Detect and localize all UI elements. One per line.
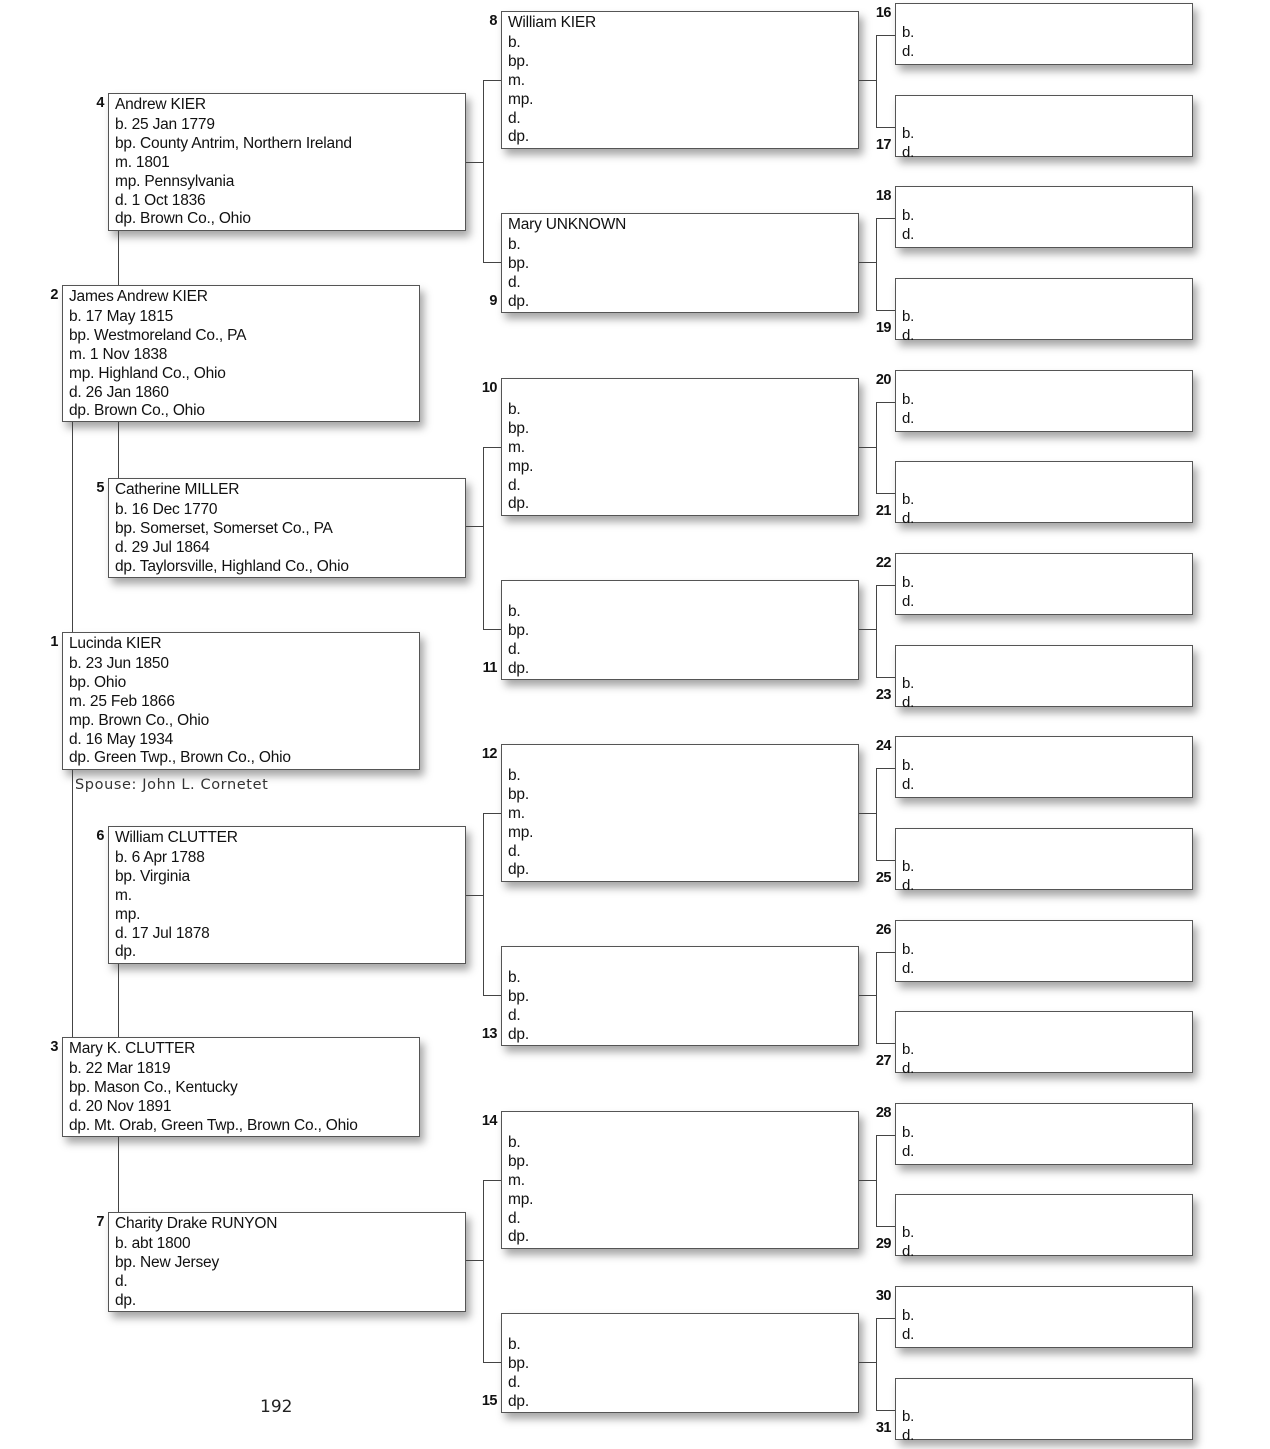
connector-line	[859, 1180, 876, 1181]
person-fact: mp.	[508, 823, 534, 841]
person-box[interactable]	[895, 553, 1193, 615]
person-fact: d.	[902, 876, 915, 894]
person-fact: b.	[902, 207, 915, 224]
person-fact: bp. County Antrim, Northern Ireland	[115, 134, 352, 152]
person-box[interactable]	[895, 1378, 1193, 1444]
person-box[interactable]	[895, 1103, 1193, 1165]
person-box[interactable]	[501, 1111, 859, 1249]
person-fact: d.	[508, 1373, 521, 1391]
person-fact: d.	[902, 592, 915, 610]
ancestor-number: 14	[481, 1113, 497, 1129]
connector-line	[876, 585, 877, 677]
ancestor-number: 20	[875, 372, 891, 388]
connector-line	[876, 768, 895, 769]
person-fact: d.	[508, 476, 521, 494]
person-name: James Andrew KIER	[69, 288, 208, 305]
connector-line	[876, 1318, 895, 1319]
person-box[interactable]	[108, 1212, 466, 1312]
person-fact: b.	[902, 675, 915, 692]
connector-line	[466, 526, 483, 527]
ancestor-number: 22	[875, 555, 891, 571]
connector-line	[859, 447, 876, 448]
person-fact: dp. Taylorsville, Highland Co., Ohio	[115, 557, 349, 575]
person-name: Catherine MILLER	[115, 481, 240, 498]
person-fact: b.	[508, 34, 521, 51]
person-fact: b. 22 Mar 1819	[69, 1060, 171, 1077]
ancestor-number: 2	[50, 287, 58, 303]
person-fact: d.	[902, 959, 915, 977]
person-box[interactable]	[895, 95, 1193, 161]
person-fact: b. abt 1800	[115, 1235, 191, 1252]
person-name	[508, 948, 858, 969]
person-fact: dp.	[115, 1291, 136, 1309]
person-fact: b.	[902, 1041, 915, 1058]
connector-line	[876, 1043, 895, 1044]
ancestor-number: 9	[489, 293, 497, 309]
connector-line	[483, 813, 484, 995]
ancestor-number: 26	[875, 922, 891, 938]
person-fact: b.	[902, 491, 915, 508]
person-fact: d.	[902, 225, 915, 243]
spouse-note: Spouse: John L. Cornetet	[75, 777, 269, 793]
person-fact: d.	[902, 326, 915, 344]
person-fact: dp.	[508, 861, 529, 879]
person-fact: dp.	[508, 292, 529, 310]
connector-line	[876, 35, 895, 36]
ancestor-number: 8	[489, 13, 497, 29]
connector-line	[118, 231, 119, 285]
person-fact: mp.	[508, 1190, 534, 1208]
person-fact: dp. Green Twp., Brown Co., Ohio	[69, 749, 291, 767]
connector-line	[876, 1410, 895, 1411]
person-fact: d.	[902, 1325, 915, 1343]
person-fact: d.	[508, 273, 521, 291]
person-box[interactable]	[895, 645, 1193, 711]
person-fact: d.	[902, 1142, 915, 1160]
ancestor-number: 18	[875, 188, 891, 204]
person-fact: b.	[902, 941, 915, 958]
person-fact: b.	[902, 125, 915, 142]
person-fact: b. 6 Apr 1788	[115, 849, 205, 866]
person-fact: dp.	[508, 495, 529, 513]
ancestor-number: 31	[875, 1420, 891, 1436]
person-fact: d.	[902, 42, 915, 60]
connector-line	[876, 952, 895, 953]
person-fact: d. 29 Jul 1864	[115, 538, 210, 556]
connector-line	[859, 995, 876, 996]
person-box[interactable]	[895, 1286, 1193, 1348]
person-name	[508, 1315, 858, 1336]
person-fact: d.	[902, 693, 915, 711]
person-fact: m.	[508, 71, 525, 89]
ancestor-number: 28	[875, 1105, 891, 1121]
connector-line	[876, 1135, 877, 1226]
person-fact: d.	[508, 1006, 521, 1024]
person-fact: bp. Somerset, Somerset Co., PA	[115, 519, 333, 537]
connector-line	[876, 218, 877, 310]
person-fact: d.	[508, 640, 521, 658]
person-fact: bp.	[508, 52, 529, 70]
person-fact: d.	[902, 1426, 915, 1444]
person-fact: d.	[902, 1059, 915, 1077]
person-fact: mp. Pennsylvania	[115, 172, 235, 190]
connector-line	[876, 860, 895, 861]
connector-line	[876, 1318, 877, 1410]
person-fact: b. 23 Jun 1850	[69, 655, 169, 672]
person-fact: m.	[115, 886, 132, 904]
connector-line	[483, 1362, 501, 1363]
connector-line	[876, 310, 895, 311]
connector-line	[876, 218, 895, 219]
ancestor-number: 1	[50, 634, 58, 650]
ancestor-number: 4	[96, 95, 104, 111]
person-fact: b.	[902, 858, 915, 875]
person-name: Mary UNKNOWN	[508, 216, 627, 233]
person-fact: d.	[902, 509, 915, 527]
connector-line	[72, 422, 73, 632]
person-fact: b.	[508, 401, 521, 418]
person-fact: dp.	[508, 1025, 529, 1043]
person-box[interactable]	[108, 478, 466, 578]
person-box[interactable]	[501, 744, 859, 882]
person-box[interactable]	[895, 1011, 1193, 1077]
connector-line	[483, 1180, 484, 1362]
person-fact: b.	[902, 391, 915, 408]
person-fact: d.	[508, 109, 521, 127]
person-name: William KIER	[508, 14, 597, 31]
connector-line	[118, 964, 119, 1037]
person-fact: dp.	[508, 128, 529, 146]
person-fact: b.	[902, 1124, 915, 1141]
person-fact: mp.	[508, 90, 534, 108]
person-fact: b.	[508, 1336, 521, 1353]
person-fact: bp. Ohio	[69, 673, 126, 691]
person-name: William CLUTTER	[115, 829, 238, 846]
person-fact: b.	[508, 236, 521, 253]
person-fact: mp.	[508, 457, 534, 475]
connector-line	[466, 162, 483, 163]
person-box[interactable]	[62, 632, 420, 770]
ancestor-number: 29	[875, 1236, 891, 1252]
person-fact: d.	[902, 1242, 915, 1260]
connector-line	[876, 35, 877, 127]
person-fact: bp.	[508, 254, 529, 272]
ancestor-number: 16	[875, 5, 891, 21]
connector-line	[118, 422, 119, 478]
person-fact: bp.	[508, 987, 529, 1005]
connector-line	[876, 1135, 895, 1136]
person-fact: dp. Mt. Orab, Green Twp., Brown Co., Ohio	[69, 1116, 358, 1134]
ancestor-number: 17	[875, 137, 891, 153]
person-box[interactable]	[895, 278, 1193, 344]
person-name: Lucinda KIER	[69, 635, 162, 652]
person-name	[508, 1113, 858, 1134]
person-fact: d. 1 Oct 1836	[115, 191, 206, 209]
connector-line	[876, 952, 877, 1043]
person-fact: bp.	[508, 621, 529, 639]
person-box[interactable]	[895, 186, 1193, 248]
person-box[interactable]	[501, 378, 859, 516]
connector-line	[483, 80, 484, 262]
connector-line	[483, 80, 501, 81]
person-box[interactable]	[501, 213, 859, 313]
ancestor-number: 7	[96, 1214, 104, 1230]
connector-line	[466, 1260, 483, 1261]
connector-line	[876, 585, 895, 586]
person-name: Andrew KIER	[115, 96, 206, 113]
person-fact: bp. New Jersey	[115, 1253, 220, 1271]
connector-line	[876, 402, 877, 493]
person-fact: d. 17 Jul 1878	[115, 924, 210, 942]
person-fact: m.	[508, 804, 525, 822]
person-fact: b. 16 Dec 1770	[115, 501, 218, 518]
ancestor-number: 13	[481, 1026, 497, 1042]
person-box[interactable]	[501, 11, 859, 149]
person-fact: bp.	[508, 1354, 529, 1372]
connector-line	[483, 813, 501, 814]
connector-line	[483, 262, 501, 263]
connector-line	[859, 1362, 876, 1363]
person-fact: d. 16 May 1934	[69, 730, 174, 748]
person-fact: mp. Highland Co., Ohio	[69, 364, 226, 382]
ancestor-number: 21	[875, 503, 891, 519]
person-box[interactable]	[895, 461, 1193, 527]
person-box[interactable]	[108, 826, 466, 964]
person-fact: b. 17 May 1815	[69, 308, 174, 325]
person-box[interactable]	[895, 736, 1193, 798]
ancestor-number: 11	[482, 660, 497, 676]
person-fact: bp. Westmoreland Co., PA	[69, 326, 247, 344]
ancestor-number: 27	[875, 1053, 891, 1069]
person-name: Charity Drake RUNYON	[115, 1215, 278, 1232]
connector-line	[72, 770, 73, 1037]
connector-line	[876, 768, 877, 860]
person-name: Mary K. CLUTTER	[69, 1040, 196, 1057]
person-fact: b. 25 Jan 1779	[115, 116, 215, 133]
page-number: 192	[260, 1397, 293, 1417]
connector-line	[876, 402, 895, 403]
connector-line	[876, 677, 895, 678]
connector-line	[859, 262, 876, 263]
ancestor-number: 25	[875, 870, 891, 886]
connector-line	[483, 447, 501, 448]
ancestor-number: 15	[481, 1393, 497, 1409]
person-fact: dp.	[508, 1392, 529, 1410]
connector-line	[483, 447, 484, 629]
person-box[interactable]	[895, 3, 1193, 65]
person-fact: bp.	[508, 1152, 529, 1170]
ancestor-number: 10	[481, 380, 497, 396]
person-fact: dp.	[115, 943, 136, 961]
person-fact: mp. Brown Co., Ohio	[69, 711, 210, 729]
person-fact: mp.	[115, 905, 141, 923]
connector-line	[859, 813, 876, 814]
person-fact: d.	[508, 1209, 521, 1227]
connector-line	[876, 127, 895, 128]
person-fact: m. 1801	[115, 153, 170, 171]
person-box[interactable]	[895, 370, 1193, 432]
ancestor-number: 24	[875, 738, 891, 754]
person-fact: m.	[508, 438, 525, 456]
ancestor-number: 23	[875, 687, 891, 703]
connector-line	[859, 629, 876, 630]
person-fact: b.	[902, 1307, 915, 1324]
person-fact: d.	[902, 775, 915, 793]
person-box[interactable]	[62, 285, 420, 422]
person-fact: dp.	[508, 1228, 529, 1246]
connector-line	[859, 80, 876, 81]
person-fact: m. 1 Nov 1838	[69, 345, 168, 363]
person-fact: d. 20 Nov 1891	[69, 1097, 172, 1115]
connector-line	[466, 895, 483, 896]
connector-line	[483, 629, 501, 630]
person-fact: b.	[902, 757, 915, 774]
person-box[interactable]	[501, 1313, 859, 1413]
person-fact: b.	[508, 767, 521, 784]
person-fact: b.	[902, 308, 915, 325]
person-box[interactable]	[108, 93, 466, 231]
person-fact: dp. Brown Co., Ohio	[69, 402, 205, 420]
person-fact: dp. Brown Co., Ohio	[115, 210, 251, 228]
person-name	[508, 380, 858, 401]
connector-line	[483, 995, 501, 996]
person-box[interactable]	[895, 1194, 1193, 1260]
person-fact: bp.	[508, 785, 529, 803]
person-fact: b.	[508, 1134, 521, 1151]
person-fact: b.	[902, 1224, 915, 1241]
ancestor-number: 30	[875, 1288, 891, 1304]
person-name	[508, 582, 858, 603]
person-fact: bp.	[508, 419, 529, 437]
connector-line	[483, 1180, 501, 1181]
connector-line	[876, 493, 895, 494]
person-fact: d.	[508, 842, 521, 860]
person-fact: dp.	[508, 659, 529, 677]
connector-line	[876, 1226, 895, 1227]
ancestor-number: 12	[481, 746, 497, 762]
person-box[interactable]	[62, 1037, 420, 1137]
person-fact: d.	[902, 409, 915, 427]
person-fact: b.	[902, 24, 915, 41]
person-box[interactable]	[895, 920, 1193, 982]
ancestor-number: 3	[50, 1039, 58, 1055]
person-fact: b.	[902, 574, 915, 591]
person-box[interactable]	[895, 828, 1193, 894]
ancestor-number: 19	[875, 320, 891, 336]
person-fact: b.	[902, 1408, 915, 1425]
connector-line	[118, 1137, 119, 1212]
person-box[interactable]	[501, 580, 859, 680]
person-fact: b.	[508, 969, 521, 986]
ancestor-number: 5	[96, 480, 104, 496]
person-name	[508, 746, 858, 767]
person-fact: d.	[902, 143, 915, 161]
person-fact: b.	[508, 603, 521, 620]
person-fact: m.	[508, 1171, 525, 1189]
person-fact: bp. Virginia	[115, 867, 190, 885]
ancestor-number: 6	[96, 828, 104, 844]
person-fact: m. 25 Feb 1866	[69, 692, 175, 710]
person-fact: bp. Mason Co., Kentucky	[69, 1078, 238, 1096]
person-fact: d.	[115, 1272, 128, 1290]
person-fact: d. 26 Jan 1860	[69, 383, 169, 401]
person-box[interactable]	[501, 946, 859, 1046]
